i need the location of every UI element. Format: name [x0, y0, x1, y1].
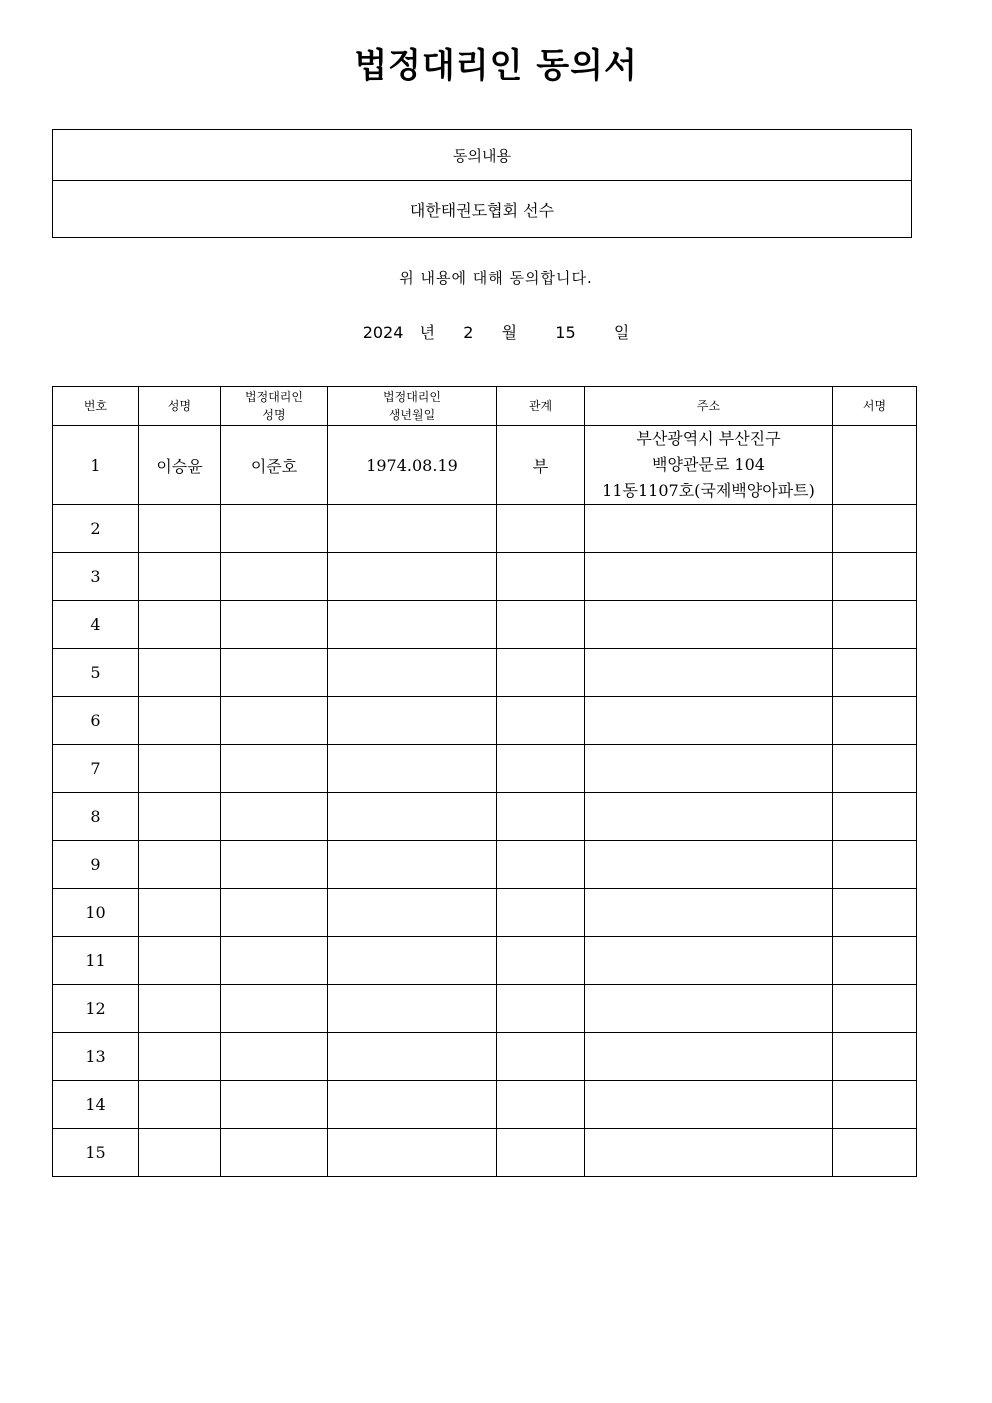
table-row [53, 889, 917, 937]
table-row [53, 505, 917, 553]
date-line [0, 320, 992, 343]
cell-name[interactable] [139, 793, 221, 841]
cell-guardian-dob[interactable] [328, 601, 497, 649]
cell-no: 5 [53, 649, 139, 697]
cell-address[interactable] [585, 793, 833, 841]
header-guardian-dob-line1: 법정대리인 [383, 390, 441, 404]
cell-relation[interactable] [497, 601, 585, 649]
cell-guardian-dob[interactable] [328, 1081, 497, 1129]
cell-address[interactable] [585, 841, 833, 889]
header-relation: 관계 [497, 387, 585, 426]
date-day-unit: 일 [613, 323, 630, 342]
consent-content: 대한태권도협회 선수 [409, 201, 555, 220]
date-day: 15 [555, 323, 576, 342]
cell-name[interactable] [139, 1033, 221, 1081]
guardian-roster-table [52, 386, 917, 1177]
cell-relation[interactable] [497, 649, 585, 697]
cell-relation[interactable] [497, 745, 585, 793]
cell-no: 3 [53, 553, 139, 601]
date-month-unit: 월 [501, 323, 518, 342]
cell-guardian-dob[interactable] [328, 745, 497, 793]
cell-guardian-dob[interactable] [328, 505, 497, 553]
cell-address[interactable] [585, 505, 833, 553]
cell-name[interactable] [139, 1129, 221, 1177]
cell-address[interactable] [585, 937, 833, 985]
address-line-1: 부산광역시 부산진구 [636, 429, 781, 448]
cell-address[interactable] [585, 601, 833, 649]
cell-relation[interactable] [497, 841, 585, 889]
cell-relation[interactable] [497, 1129, 585, 1177]
cell-name[interactable] [139, 553, 221, 601]
cell-address[interactable] [585, 1129, 833, 1177]
cell-guardian-name[interactable] [221, 745, 328, 793]
cell-signature[interactable] [833, 745, 917, 793]
cell-guardian-name[interactable] [221, 793, 328, 841]
cell-address[interactable] [585, 1033, 833, 1081]
cell-no: 7 [53, 745, 139, 793]
cell-guardian-dob[interactable] [328, 937, 497, 985]
header-guardian-dob-line2: 생년월일 [388, 408, 436, 422]
cell-guardian-name[interactable] [221, 553, 328, 601]
address-line-3: 11동1107호(국제백양아파트) [602, 481, 815, 500]
cell-address[interactable] [585, 889, 833, 937]
cell-relation[interactable] [497, 985, 585, 1033]
cell-guardian-name[interactable] [221, 1081, 328, 1129]
header-guardian-name [221, 387, 328, 426]
cell-guardian-dob[interactable] [328, 1033, 497, 1081]
header-no: 번호 [53, 387, 139, 426]
table-row [53, 601, 917, 649]
table-row [53, 553, 917, 601]
cell-no: 10 [53, 889, 139, 937]
cell-signature[interactable] [833, 553, 917, 601]
header-guardian-name-line1: 법정대리인 [245, 390, 303, 404]
cell-no: 9 [53, 841, 139, 889]
table-row [53, 697, 917, 745]
cell-guardian-name[interactable] [221, 1129, 328, 1177]
cell-relation[interactable] [497, 793, 585, 841]
cell-relation[interactable] [497, 505, 585, 553]
consent-header: 동의내용 [53, 130, 911, 181]
cell-name[interactable] [139, 745, 221, 793]
cell-guardian-name[interactable] [221, 649, 328, 697]
cell-name[interactable] [139, 985, 221, 1033]
cell-no: 15 [53, 1129, 139, 1177]
cell-signature[interactable] [833, 889, 917, 937]
table-row [53, 1033, 917, 1081]
cell-no: 6 [53, 697, 139, 745]
cell-guardian-name[interactable] [221, 1033, 328, 1081]
table-row [53, 1129, 917, 1177]
cell-signature[interactable] [833, 985, 917, 1033]
table-row [53, 426, 917, 505]
header-name: 성명 [139, 387, 221, 426]
cell-signature[interactable] [833, 697, 917, 745]
cell-name[interactable] [139, 841, 221, 889]
table-row [53, 841, 917, 889]
cell-guardian-dob[interactable] [328, 697, 497, 745]
header-guardian-dob [328, 387, 497, 426]
cell-guardian-name[interactable] [221, 985, 328, 1033]
cell-relation[interactable] [497, 1081, 585, 1129]
cell-guardian-name[interactable] [221, 937, 328, 985]
cell-name[interactable] [139, 505, 221, 553]
document-title: 법정대리인 동의서 [354, 46, 638, 86]
cell-guardian-dob[interactable] [328, 985, 497, 1033]
table-row [53, 1081, 917, 1129]
header-signature: 서명 [833, 387, 917, 426]
cell-relation: 부 [497, 426, 585, 505]
cell-guardian-dob[interactable] [328, 841, 497, 889]
cell-name[interactable] [139, 1081, 221, 1129]
date-month: 2 [463, 323, 474, 342]
cell-guardian-dob[interactable] [328, 793, 497, 841]
header-address: 주소 [585, 387, 833, 426]
cell-address[interactable] [585, 649, 833, 697]
cell-name[interactable] [139, 601, 221, 649]
cell-name[interactable] [139, 697, 221, 745]
cell-address[interactable] [585, 745, 833, 793]
cell-relation[interactable] [497, 889, 585, 937]
cell-address [585, 426, 833, 505]
address-line-2: 백양관문로 104 [652, 455, 765, 474]
cell-no: 8 [53, 793, 139, 841]
cell-guardian-dob[interactable] [328, 889, 497, 937]
cell-signature[interactable] [833, 841, 917, 889]
cell-address[interactable] [585, 1081, 833, 1129]
cell-signature[interactable] [833, 793, 917, 841]
cell-relation[interactable] [497, 1033, 585, 1081]
cell-signature[interactable] [833, 937, 917, 985]
cell-signature[interactable] [833, 1129, 917, 1177]
agreement-statement: 위 내용에 대해 동의합니다. [399, 269, 593, 287]
cell-address[interactable] [585, 985, 833, 1033]
cell-relation[interactable] [497, 553, 585, 601]
cell-signature[interactable] [833, 426, 917, 505]
cell-address[interactable] [585, 697, 833, 745]
cell-relation[interactable] [497, 937, 585, 985]
cell-no: 2 [53, 505, 139, 553]
table-row [53, 793, 917, 841]
cell-guardian-name[interactable] [221, 841, 328, 889]
cell-name[interactable] [139, 937, 221, 985]
cell-name[interactable] [139, 889, 221, 937]
cell-no: 1 [53, 426, 139, 505]
cell-no: 14 [53, 1081, 139, 1129]
cell-guardian-name[interactable] [221, 505, 328, 553]
cell-signature[interactable] [833, 601, 917, 649]
cell-no: 4 [53, 601, 139, 649]
cell-guardian-name[interactable] [221, 889, 328, 937]
cell-no: 12 [53, 985, 139, 1033]
cell-no: 11 [53, 937, 139, 985]
consent-box [52, 129, 912, 238]
table-row [53, 937, 917, 985]
cell-signature[interactable] [833, 1033, 917, 1081]
date-year-unit: 년 [419, 323, 436, 342]
cell-relation[interactable] [497, 697, 585, 745]
table-row [53, 745, 917, 793]
table-row [53, 649, 917, 697]
cell-no: 13 [53, 1033, 139, 1081]
cell-signature[interactable] [833, 505, 917, 553]
cell-guardian-name[interactable] [221, 601, 328, 649]
date-year: 2024 [362, 323, 404, 342]
header-guardian-name-line2: 성명 [262, 408, 286, 422]
cell-name: 이승윤 [139, 426, 221, 505]
cell-guardian-name[interactable] [221, 697, 328, 745]
cell-signature[interactable] [833, 649, 917, 697]
cell-guardian-dob[interactable] [328, 553, 497, 601]
table-row [53, 985, 917, 1033]
cell-guardian-dob[interactable] [328, 1129, 497, 1177]
table-header-row [53, 387, 917, 426]
cell-guardian-dob[interactable] [328, 649, 497, 697]
cell-address[interactable] [585, 553, 833, 601]
cell-guardian-name: 이준호 [221, 426, 328, 505]
cell-name[interactable] [139, 649, 221, 697]
cell-signature[interactable] [833, 1081, 917, 1129]
cell-guardian-dob: 1974.08.19 [328, 426, 497, 505]
